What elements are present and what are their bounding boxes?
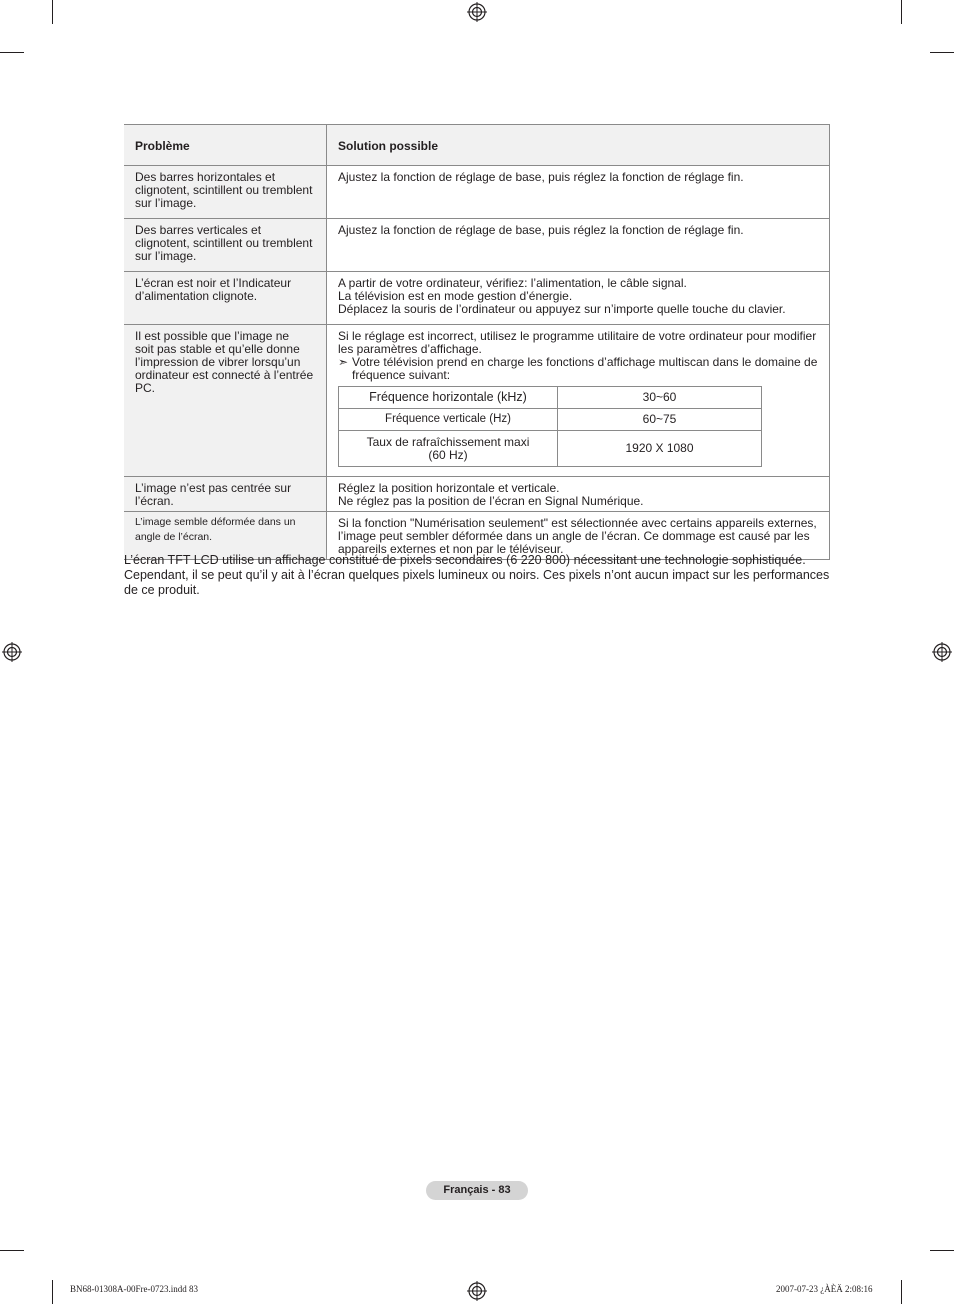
registration-mark-icon	[2, 642, 22, 662]
crop-mark	[901, 1280, 902, 1304]
crop-mark	[52, 0, 53, 24]
frequency-row	[339, 387, 762, 409]
problem-cell: Des barres horizontales et clignotent, scintillent ou tremblent sur l’image.	[124, 166, 327, 219]
solution-cell: A partir de votre ordinateur, vérifiez: l’alimentation, le câble signal. La télévision est en mode gestion d’énergie. Déplacez la souris de l’ordinateur ou appuyez sur n’importe quelle touche du clavier.	[327, 272, 830, 325]
frequency-label: Fréquence verticale (Hz)	[339, 409, 558, 431]
crop-mark	[930, 1250, 954, 1251]
page-number-badge: Français - 83	[426, 1181, 528, 1200]
crop-mark	[901, 0, 902, 24]
lcd-pixel-note: L’écran TFT LCD utilise un affichage constitué de pixels secondaires (6 220 800) nécessitant une technologie sophistiquée. Cependant, il se peut qu’il y ait à l’écran quelques pixels lumineux ou noirs. Ces pixels n’ont aucun impact sur les performances de ce produit.	[124, 553, 830, 597]
frequency-label: Taux de rafraîchissement maxi (60 Hz)	[339, 431, 558, 467]
header-solution: Solution possible	[327, 125, 830, 166]
troubleshooting-table	[124, 124, 830, 560]
crop-mark	[52, 1280, 53, 1304]
frequency-label: Fréquence horizontale (kHz)	[339, 387, 558, 409]
frequency-value: 1920 X 1080	[558, 431, 762, 467]
solution-cell: Ajustez la fonction de réglage de base, puis réglez la fonction de réglage fin.	[327, 219, 830, 272]
frequency-value: 60~75	[558, 409, 762, 431]
problem-cell: L’image semble déformée dans un angle de l’écran.	[124, 512, 327, 560]
problem-cell: L’image n’est pas centrée sur l’écran.	[124, 477, 327, 512]
table-row	[124, 325, 830, 477]
problem-cell: L’écran est noir et l’Indicateur d’alimentation clignote.	[124, 272, 327, 325]
solution-cell: Si la fonction "Numérisation seulement" est sélectionnée avec certains appareils externes, l’image peut sembler déformée dans un angle de l’écran. Ce dommage est causé par les appareils externes et non par le téléviseur.	[327, 512, 830, 560]
problem-cell: Des barres verticales et clignotent, scintillent ou tremblent sur l’image.	[124, 219, 327, 272]
table-header-row	[124, 125, 830, 166]
date-slug: 2007-07-23 ¿ÀÈÄ 2:08:16	[776, 1284, 873, 1294]
crop-mark	[0, 1250, 24, 1251]
frequency-value: 30~60	[558, 387, 762, 409]
table-row	[124, 166, 830, 219]
registration-mark-icon	[467, 1281, 487, 1301]
frequency-table	[338, 386, 762, 467]
table-row	[124, 219, 830, 272]
solution-cell: Si le réglage est incorrect, utilisez le programme utilitaire de votre ordinateur pour modifier les paramètres d’affichage. ➣ Votre télévision prend en charge les fonctions d’affichage multiscan dans le domaine de fréquence suivant: Fréquence horizontale (kHz) 30~60 Fréquence verticale (Hz) 60~75 Taux de rafraîchissement maxi (60 Hz) 1920 X 1080	[327, 325, 830, 477]
solution-cell: Ajustez la fonction de réglage de base, puis réglez la fonction de réglage fin.	[327, 166, 830, 219]
solution-cell: Réglez la position horizontale et verticale. Ne réglez pas la position de l’écran en Signal Numérique.	[327, 477, 830, 512]
table-row	[124, 272, 830, 325]
frequency-row	[339, 409, 762, 431]
registration-mark-icon	[932, 642, 952, 662]
crop-mark	[930, 52, 954, 53]
crop-mark	[0, 52, 24, 53]
header-problem: Problème	[124, 125, 327, 166]
frequency-row	[339, 431, 762, 467]
table-row	[124, 477, 830, 512]
file-slug: BN68-01308A-00Fre-0723.indd 83	[70, 1284, 198, 1294]
note-arrow-icon: ➣	[338, 355, 349, 369]
registration-mark-icon	[467, 2, 487, 22]
problem-cell: Il est possible que l’image ne soit pas stable et qu’elle donne l’impression de vibrer lorsqu’un ordinateur est connecté à l’entrée PC.	[124, 325, 327, 477]
